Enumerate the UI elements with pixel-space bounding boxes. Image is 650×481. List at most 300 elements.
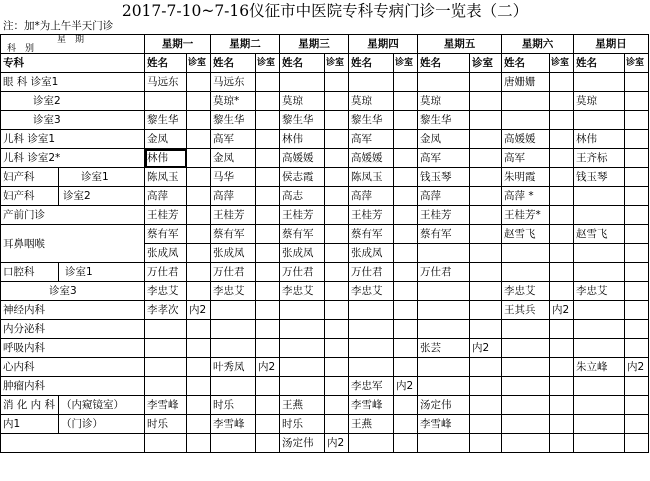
doctor-cell[interactable]	[574, 244, 625, 263]
room-cell[interactable]	[550, 263, 574, 282]
table-row	[1, 149, 649, 168]
doctor-cell[interactable]	[502, 320, 550, 339]
doctor-cell[interactable]	[574, 339, 625, 358]
name-header: 姓名	[502, 54, 550, 73]
room-cell[interactable]	[394, 396, 418, 415]
room-cell[interactable]	[625, 282, 649, 301]
dept-cell: 呼吸内科	[1, 339, 145, 358]
doctor-cell[interactable]	[574, 377, 625, 396]
doctor-cell[interactable]: 赵雪飞	[502, 225, 550, 244]
room-cell[interactable]	[550, 339, 574, 358]
page-title: 2017-7-10~7-16仪征市中医院专科专病门诊一览表（二）	[121, 2, 529, 20]
room-cell[interactable]	[256, 111, 280, 130]
table-row	[1, 358, 649, 377]
corner-dept-label: 科 别	[7, 44, 35, 54]
doctor-cell[interactable]: 莫琼*	[211, 92, 256, 111]
doctor-cell[interactable]	[145, 377, 187, 396]
doctor-cell[interactable]: 万仕君	[280, 263, 325, 282]
room-cell[interactable]	[325, 92, 349, 111]
doctor-cell[interactable]: 汤定伟	[418, 396, 470, 415]
doctor-cell[interactable]: 李雪峰	[211, 415, 256, 434]
room-cell[interactable]	[325, 244, 349, 263]
doctor-cell[interactable]	[418, 358, 470, 377]
doctor-cell[interactable]: 高萍 *	[502, 187, 550, 206]
room-cell[interactable]	[550, 206, 574, 225]
room-cell[interactable]	[394, 358, 418, 377]
doctor-cell[interactable]: 时乐	[280, 415, 325, 434]
room-cell[interactable]	[187, 358, 211, 377]
doctor-cell[interactable]: 林伟	[280, 130, 325, 149]
doctor-cell[interactable]: 陈凤玉	[145, 168, 187, 187]
doctor-cell[interactable]: 高媛媛	[280, 149, 325, 168]
room-cell[interactable]	[470, 320, 502, 339]
room-cell[interactable]	[394, 168, 418, 187]
room-cell[interactable]	[625, 339, 649, 358]
doctor-cell[interactable]: 李忠军	[349, 377, 394, 396]
room-cell[interactable]	[470, 92, 502, 111]
doctor-cell[interactable]	[574, 206, 625, 225]
doctor-cell[interactable]: 高萍	[418, 187, 470, 206]
room-cell[interactable]	[394, 244, 418, 263]
doctor-cell[interactable]: 李忠艾	[211, 282, 256, 301]
room-cell[interactable]	[325, 111, 349, 130]
doctor-cell[interactable]: 王其兵	[502, 301, 550, 320]
doctor-cell[interactable]: 王桂芳	[349, 206, 394, 225]
doctor-cell[interactable]: 高萍	[211, 187, 256, 206]
room-cell[interactable]	[325, 301, 349, 320]
room-cell[interactable]: 内2	[187, 301, 211, 320]
room-cell[interactable]	[325, 168, 349, 187]
room-cell[interactable]	[187, 130, 211, 149]
room-cell[interactable]	[394, 206, 418, 225]
doctor-cell[interactable]: 万仕君	[349, 263, 394, 282]
doctor-cell[interactable]	[418, 244, 470, 263]
room-cell[interactable]	[550, 358, 574, 377]
room-cell[interactable]	[325, 377, 349, 396]
doctor-cell[interactable]: 黎生华	[418, 111, 470, 130]
room-cell[interactable]	[187, 92, 211, 111]
room-cell[interactable]	[256, 263, 280, 282]
room-cell[interactable]	[625, 263, 649, 282]
room-cell[interactable]	[470, 130, 502, 149]
room-cell[interactable]	[394, 130, 418, 149]
doctor-cell[interactable]	[145, 434, 187, 453]
doctor-cell[interactable]	[349, 339, 394, 358]
room-cell[interactable]	[187, 111, 211, 130]
room-cell[interactable]	[625, 434, 649, 453]
doctor-cell[interactable]: 黎生华	[280, 111, 325, 130]
room-cell[interactable]	[394, 282, 418, 301]
doctor-cell[interactable]	[502, 358, 550, 377]
room-cell[interactable]	[325, 206, 349, 225]
doctor-cell[interactable]: 蔡有军	[349, 225, 394, 244]
doctor-cell[interactable]: 莫琼	[349, 92, 394, 111]
doctor-cell[interactable]	[349, 73, 394, 92]
room-cell[interactable]	[625, 320, 649, 339]
doctor-cell[interactable]: 李孝次	[145, 301, 187, 320]
doctor-cell[interactable]	[574, 320, 625, 339]
room-cell[interactable]	[187, 73, 211, 92]
doctor-cell[interactable]	[349, 320, 394, 339]
room-cell[interactable]	[394, 301, 418, 320]
doctor-cell[interactable]	[280, 339, 325, 358]
room-cell[interactable]	[470, 225, 502, 244]
doctor-cell[interactable]	[145, 358, 187, 377]
doctor-cell[interactable]: 王齐标	[574, 149, 625, 168]
room-cell[interactable]: 内2	[325, 434, 349, 453]
doctor-cell[interactable]: 高媛媛	[502, 130, 550, 149]
room-cell[interactable]	[187, 225, 211, 244]
room-cell[interactable]	[394, 92, 418, 111]
doctor-cell[interactable]: 蔡有军	[418, 225, 470, 244]
doctor-cell[interactable]: 高萍	[145, 187, 187, 206]
room-cell[interactable]	[325, 73, 349, 92]
doctor-cell[interactable]: 时乐	[211, 396, 256, 415]
doctor-cell[interactable]	[502, 415, 550, 434]
doctor-cell[interactable]: 李忠艾	[502, 282, 550, 301]
doctor-cell[interactable]	[418, 301, 470, 320]
doctor-cell[interactable]: 侯志霞	[280, 168, 325, 187]
room-cell[interactable]	[470, 149, 502, 168]
room-cell[interactable]	[394, 73, 418, 92]
room-cell[interactable]	[187, 149, 211, 168]
room-cell[interactable]	[325, 415, 349, 434]
room-cell[interactable]	[625, 130, 649, 149]
room-cell[interactable]	[625, 111, 649, 130]
room-cell[interactable]	[187, 282, 211, 301]
room-cell[interactable]	[470, 263, 502, 282]
room-cell[interactable]	[550, 168, 574, 187]
room-cell[interactable]	[256, 415, 280, 434]
dept-cell: 诊室3	[1, 282, 145, 301]
doctor-cell[interactable]: 高萍	[349, 187, 394, 206]
room-cell[interactable]	[325, 320, 349, 339]
doctor-cell[interactable]: 金凤	[211, 149, 256, 168]
doctor-cell[interactable]	[574, 187, 625, 206]
room-cell[interactable]	[256, 396, 280, 415]
doctor-cell[interactable]	[574, 263, 625, 282]
doctor-cell[interactable]	[574, 111, 625, 130]
doctor-cell[interactable]	[502, 92, 550, 111]
room-cell[interactable]	[550, 130, 574, 149]
table-row	[1, 111, 649, 130]
doctor-cell[interactable]: 李忠艾	[145, 282, 187, 301]
doctor-cell[interactable]: 高军	[418, 149, 470, 168]
room-cell[interactable]	[187, 263, 211, 282]
doctor-cell[interactable]: 蔡有军	[145, 225, 187, 244]
dept-cell: 消 化 内 科	[1, 396, 59, 415]
doctor-cell-selected[interactable]: 林伟	[145, 149, 187, 168]
room-cell[interactable]	[256, 92, 280, 111]
room-cell[interactable]	[187, 339, 211, 358]
room-cell[interactable]	[550, 282, 574, 301]
room-cell[interactable]: 内2	[625, 358, 649, 377]
room-cell[interactable]	[325, 130, 349, 149]
room-cell[interactable]	[625, 168, 649, 187]
doctor-cell[interactable]: 莫琼	[418, 92, 470, 111]
room-cell[interactable]	[550, 187, 574, 206]
name-header: 姓名	[418, 54, 470, 73]
doctor-cell[interactable]	[280, 301, 325, 320]
doctor-cell[interactable]	[418, 434, 470, 453]
doctor-cell[interactable]: 马远东	[211, 73, 256, 92]
doctor-cell[interactable]: 万仕君	[211, 263, 256, 282]
room-cell[interactable]	[394, 187, 418, 206]
room-cell[interactable]	[187, 206, 211, 225]
room-cell[interactable]: 内2	[256, 358, 280, 377]
doctor-cell[interactable]	[145, 320, 187, 339]
room-cell[interactable]	[325, 149, 349, 168]
room-cell[interactable]	[470, 206, 502, 225]
room-cell[interactable]	[256, 434, 280, 453]
doctor-cell[interactable]	[349, 434, 394, 453]
doctor-cell[interactable]: 高军	[349, 130, 394, 149]
doctor-cell[interactable]: 钱玉琴	[574, 168, 625, 187]
doctor-cell[interactable]	[145, 339, 187, 358]
doctor-cell[interactable]: 张芸	[418, 339, 470, 358]
room-cell[interactable]	[550, 92, 574, 111]
doctor-cell[interactable]: 钱玉琴	[418, 168, 470, 187]
room-cell[interactable]	[394, 415, 418, 434]
room-cell[interactable]	[625, 377, 649, 396]
room-cell[interactable]	[256, 244, 280, 263]
doctor-cell[interactable]: 汤定伟	[280, 434, 325, 453]
room-cell[interactable]	[470, 73, 502, 92]
doctor-cell[interactable]	[502, 339, 550, 358]
doctor-cell[interactable]	[502, 434, 550, 453]
room-cell[interactable]	[394, 434, 418, 453]
table-row	[1, 225, 649, 244]
room-cell[interactable]	[187, 244, 211, 263]
room-cell[interactable]	[187, 377, 211, 396]
room-cell[interactable]	[394, 339, 418, 358]
doctor-cell[interactable]	[211, 434, 256, 453]
room-cell[interactable]	[187, 168, 211, 187]
doctor-cell[interactable]	[349, 301, 394, 320]
room-cell[interactable]	[187, 320, 211, 339]
room-cell[interactable]	[550, 415, 574, 434]
doctor-cell[interactable]	[145, 92, 187, 111]
room-header: 诊室	[325, 54, 349, 73]
room-cell[interactable]	[470, 244, 502, 263]
day-header-row	[1, 35, 649, 54]
doctor-cell[interactable]: 黎生华	[211, 111, 256, 130]
room-cell[interactable]	[625, 415, 649, 434]
doctor-cell[interactable]	[502, 396, 550, 415]
doctor-cell[interactable]	[502, 111, 550, 130]
room-cell[interactable]	[187, 415, 211, 434]
doctor-cell[interactable]	[502, 377, 550, 396]
room-cell[interactable]	[256, 377, 280, 396]
room-cell[interactable]	[394, 149, 418, 168]
doctor-cell[interactable]: 高军	[502, 149, 550, 168]
room-cell[interactable]	[550, 73, 574, 92]
room-cell[interactable]	[625, 92, 649, 111]
room-cell[interactable]	[394, 111, 418, 130]
doctor-cell[interactable]: 赵雪飞	[574, 225, 625, 244]
room-cell[interactable]	[625, 73, 649, 92]
room-cell[interactable]	[625, 301, 649, 320]
room-cell[interactable]	[470, 111, 502, 130]
room-cell[interactable]	[256, 187, 280, 206]
room-cell[interactable]	[325, 396, 349, 415]
room-cell[interactable]	[625, 225, 649, 244]
room-cell[interactable]	[550, 377, 574, 396]
room-cell[interactable]	[470, 168, 502, 187]
room-cell[interactable]	[325, 358, 349, 377]
doctor-cell[interactable]	[574, 396, 625, 415]
room-cell[interactable]	[325, 339, 349, 358]
room-cell[interactable]	[394, 225, 418, 244]
room-cell[interactable]: 内2	[394, 377, 418, 396]
doctor-cell[interactable]: 万仕君	[145, 263, 187, 282]
doctor-cell[interactable]: 王桂芳	[280, 206, 325, 225]
room-cell[interactable]	[470, 415, 502, 434]
room-cell[interactable]	[550, 225, 574, 244]
doctor-cell[interactable]	[574, 434, 625, 453]
room-cell[interactable]	[625, 187, 649, 206]
doctor-cell[interactable]: 万仕君	[418, 263, 470, 282]
room-cell[interactable]	[470, 301, 502, 320]
dept-cell: 肿瘤内科	[1, 377, 145, 396]
doctor-cell[interactable]: 马远东	[145, 73, 187, 92]
room-cell[interactable]: 内2	[550, 301, 574, 320]
doctor-cell[interactable]: 金凤	[145, 130, 187, 149]
doctor-cell[interactable]	[211, 320, 256, 339]
doctor-cell[interactable]: 朱立峰	[574, 358, 625, 377]
dept-cell: 妇产科	[1, 168, 59, 187]
room-cell[interactable]	[256, 168, 280, 187]
doctor-cell[interactable]: 李雪峰	[145, 396, 187, 415]
doctor-cell[interactable]: 王桂芳	[211, 206, 256, 225]
room-cell[interactable]	[625, 149, 649, 168]
doctor-cell[interactable]: 莫琼	[574, 92, 625, 111]
room-cell[interactable]	[550, 434, 574, 453]
doctor-cell[interactable]: 蔡有军	[280, 225, 325, 244]
room-cell[interactable]	[256, 301, 280, 320]
room-cell[interactable]	[550, 396, 574, 415]
room-cell[interactable]	[550, 244, 574, 263]
doctor-cell[interactable]	[574, 415, 625, 434]
dept-cell: 诊室2	[1, 92, 145, 111]
room-cell[interactable]	[187, 396, 211, 415]
doctor-cell[interactable]: 莫琼	[280, 92, 325, 111]
doctor-cell[interactable]: 蔡有军	[211, 225, 256, 244]
dept-cell: 口腔科	[1, 263, 59, 282]
doctor-cell[interactable]: 王桂芳*	[502, 206, 550, 225]
room-cell[interactable]	[256, 339, 280, 358]
doctor-cell[interactable]: 时乐	[145, 415, 187, 434]
room-cell[interactable]	[470, 396, 502, 415]
doctor-cell[interactable]	[502, 263, 550, 282]
doctor-cell[interactable]	[211, 301, 256, 320]
doctor-cell[interactable]: 叶秀凤	[211, 358, 256, 377]
doctor-cell[interactable]: 唐姗姗	[502, 73, 550, 92]
room-cell[interactable]	[470, 187, 502, 206]
doctor-cell[interactable]	[280, 73, 325, 92]
doctor-cell[interactable]	[418, 73, 470, 92]
doctor-cell[interactable]: 张成凤	[211, 244, 256, 263]
room-cell[interactable]: 内2	[470, 339, 502, 358]
doctor-cell[interactable]: 李忠艾	[280, 282, 325, 301]
room-cell[interactable]	[470, 282, 502, 301]
room-cell[interactable]	[256, 225, 280, 244]
room-cell[interactable]	[394, 320, 418, 339]
room-cell[interactable]	[325, 263, 349, 282]
doctor-cell[interactable]: 马华	[211, 168, 256, 187]
doctor-cell[interactable]: 王桂芳	[418, 206, 470, 225]
doctor-cell[interactable]	[418, 320, 470, 339]
room-cell[interactable]	[470, 377, 502, 396]
doctor-cell[interactable]	[280, 320, 325, 339]
doctor-cell[interactable]	[418, 282, 470, 301]
doctor-cell[interactable]: 李忠艾	[349, 282, 394, 301]
room-cell[interactable]	[256, 130, 280, 149]
doctor-cell[interactable]: 陈凤玉	[349, 168, 394, 187]
room-cell[interactable]	[256, 149, 280, 168]
doctor-cell[interactable]: 王桂芳	[145, 206, 187, 225]
doctor-cell[interactable]	[574, 73, 625, 92]
room-cell[interactable]	[470, 358, 502, 377]
doctor-cell[interactable]: 张成凤	[145, 244, 187, 263]
doctor-cell[interactable]: 黎生华	[349, 111, 394, 130]
room-cell[interactable]	[550, 111, 574, 130]
room-cell[interactable]	[187, 434, 211, 453]
room-cell[interactable]	[550, 149, 574, 168]
doctor-cell[interactable]: 黎生华	[145, 111, 187, 130]
doctor-cell[interactable]: 朱明霞	[502, 168, 550, 187]
room-cell[interactable]	[394, 263, 418, 282]
doctor-cell[interactable]	[280, 377, 325, 396]
room-cell[interactable]	[550, 320, 574, 339]
doctor-cell[interactable]: 李忠艾	[574, 282, 625, 301]
room-cell[interactable]	[256, 73, 280, 92]
doctor-cell[interactable]: 李雪峰	[418, 415, 470, 434]
room-cell[interactable]	[470, 434, 502, 453]
room-cell[interactable]	[325, 225, 349, 244]
room-cell[interactable]	[325, 282, 349, 301]
doctor-cell[interactable]: 王燕	[280, 396, 325, 415]
doctor-cell[interactable]: 王燕	[349, 415, 394, 434]
table-row	[1, 415, 649, 434]
room-cell[interactable]	[256, 320, 280, 339]
room-cell[interactable]	[325, 187, 349, 206]
room-cell[interactable]	[256, 206, 280, 225]
room-cell[interactable]	[187, 187, 211, 206]
doctor-cell[interactable]: 张成凤	[349, 244, 394, 263]
room-cell[interactable]	[625, 206, 649, 225]
doctor-cell[interactable]	[211, 377, 256, 396]
doctor-cell[interactable]: 林伟	[574, 130, 625, 149]
room-cell[interactable]	[256, 282, 280, 301]
doctor-cell[interactable]	[280, 358, 325, 377]
doctor-cell[interactable]	[349, 358, 394, 377]
doctor-cell[interactable]: 张成凤	[280, 244, 325, 263]
doctor-cell[interactable]	[502, 244, 550, 263]
doctor-cell[interactable]: 高媛媛	[349, 149, 394, 168]
room-cell[interactable]	[625, 396, 649, 415]
doctor-cell[interactable]: 高志	[280, 187, 325, 206]
doctor-cell[interactable]: 高军	[211, 130, 256, 149]
room-header: 诊室	[256, 54, 280, 73]
doctor-cell[interactable]	[418, 377, 470, 396]
room-cell[interactable]	[625, 244, 649, 263]
doctor-cell[interactable]: 李雪峰	[349, 396, 394, 415]
table-row	[1, 263, 649, 282]
doctor-cell[interactable]	[574, 301, 625, 320]
doctor-cell[interactable]: 金凤	[418, 130, 470, 149]
doctor-cell[interactable]	[211, 339, 256, 358]
